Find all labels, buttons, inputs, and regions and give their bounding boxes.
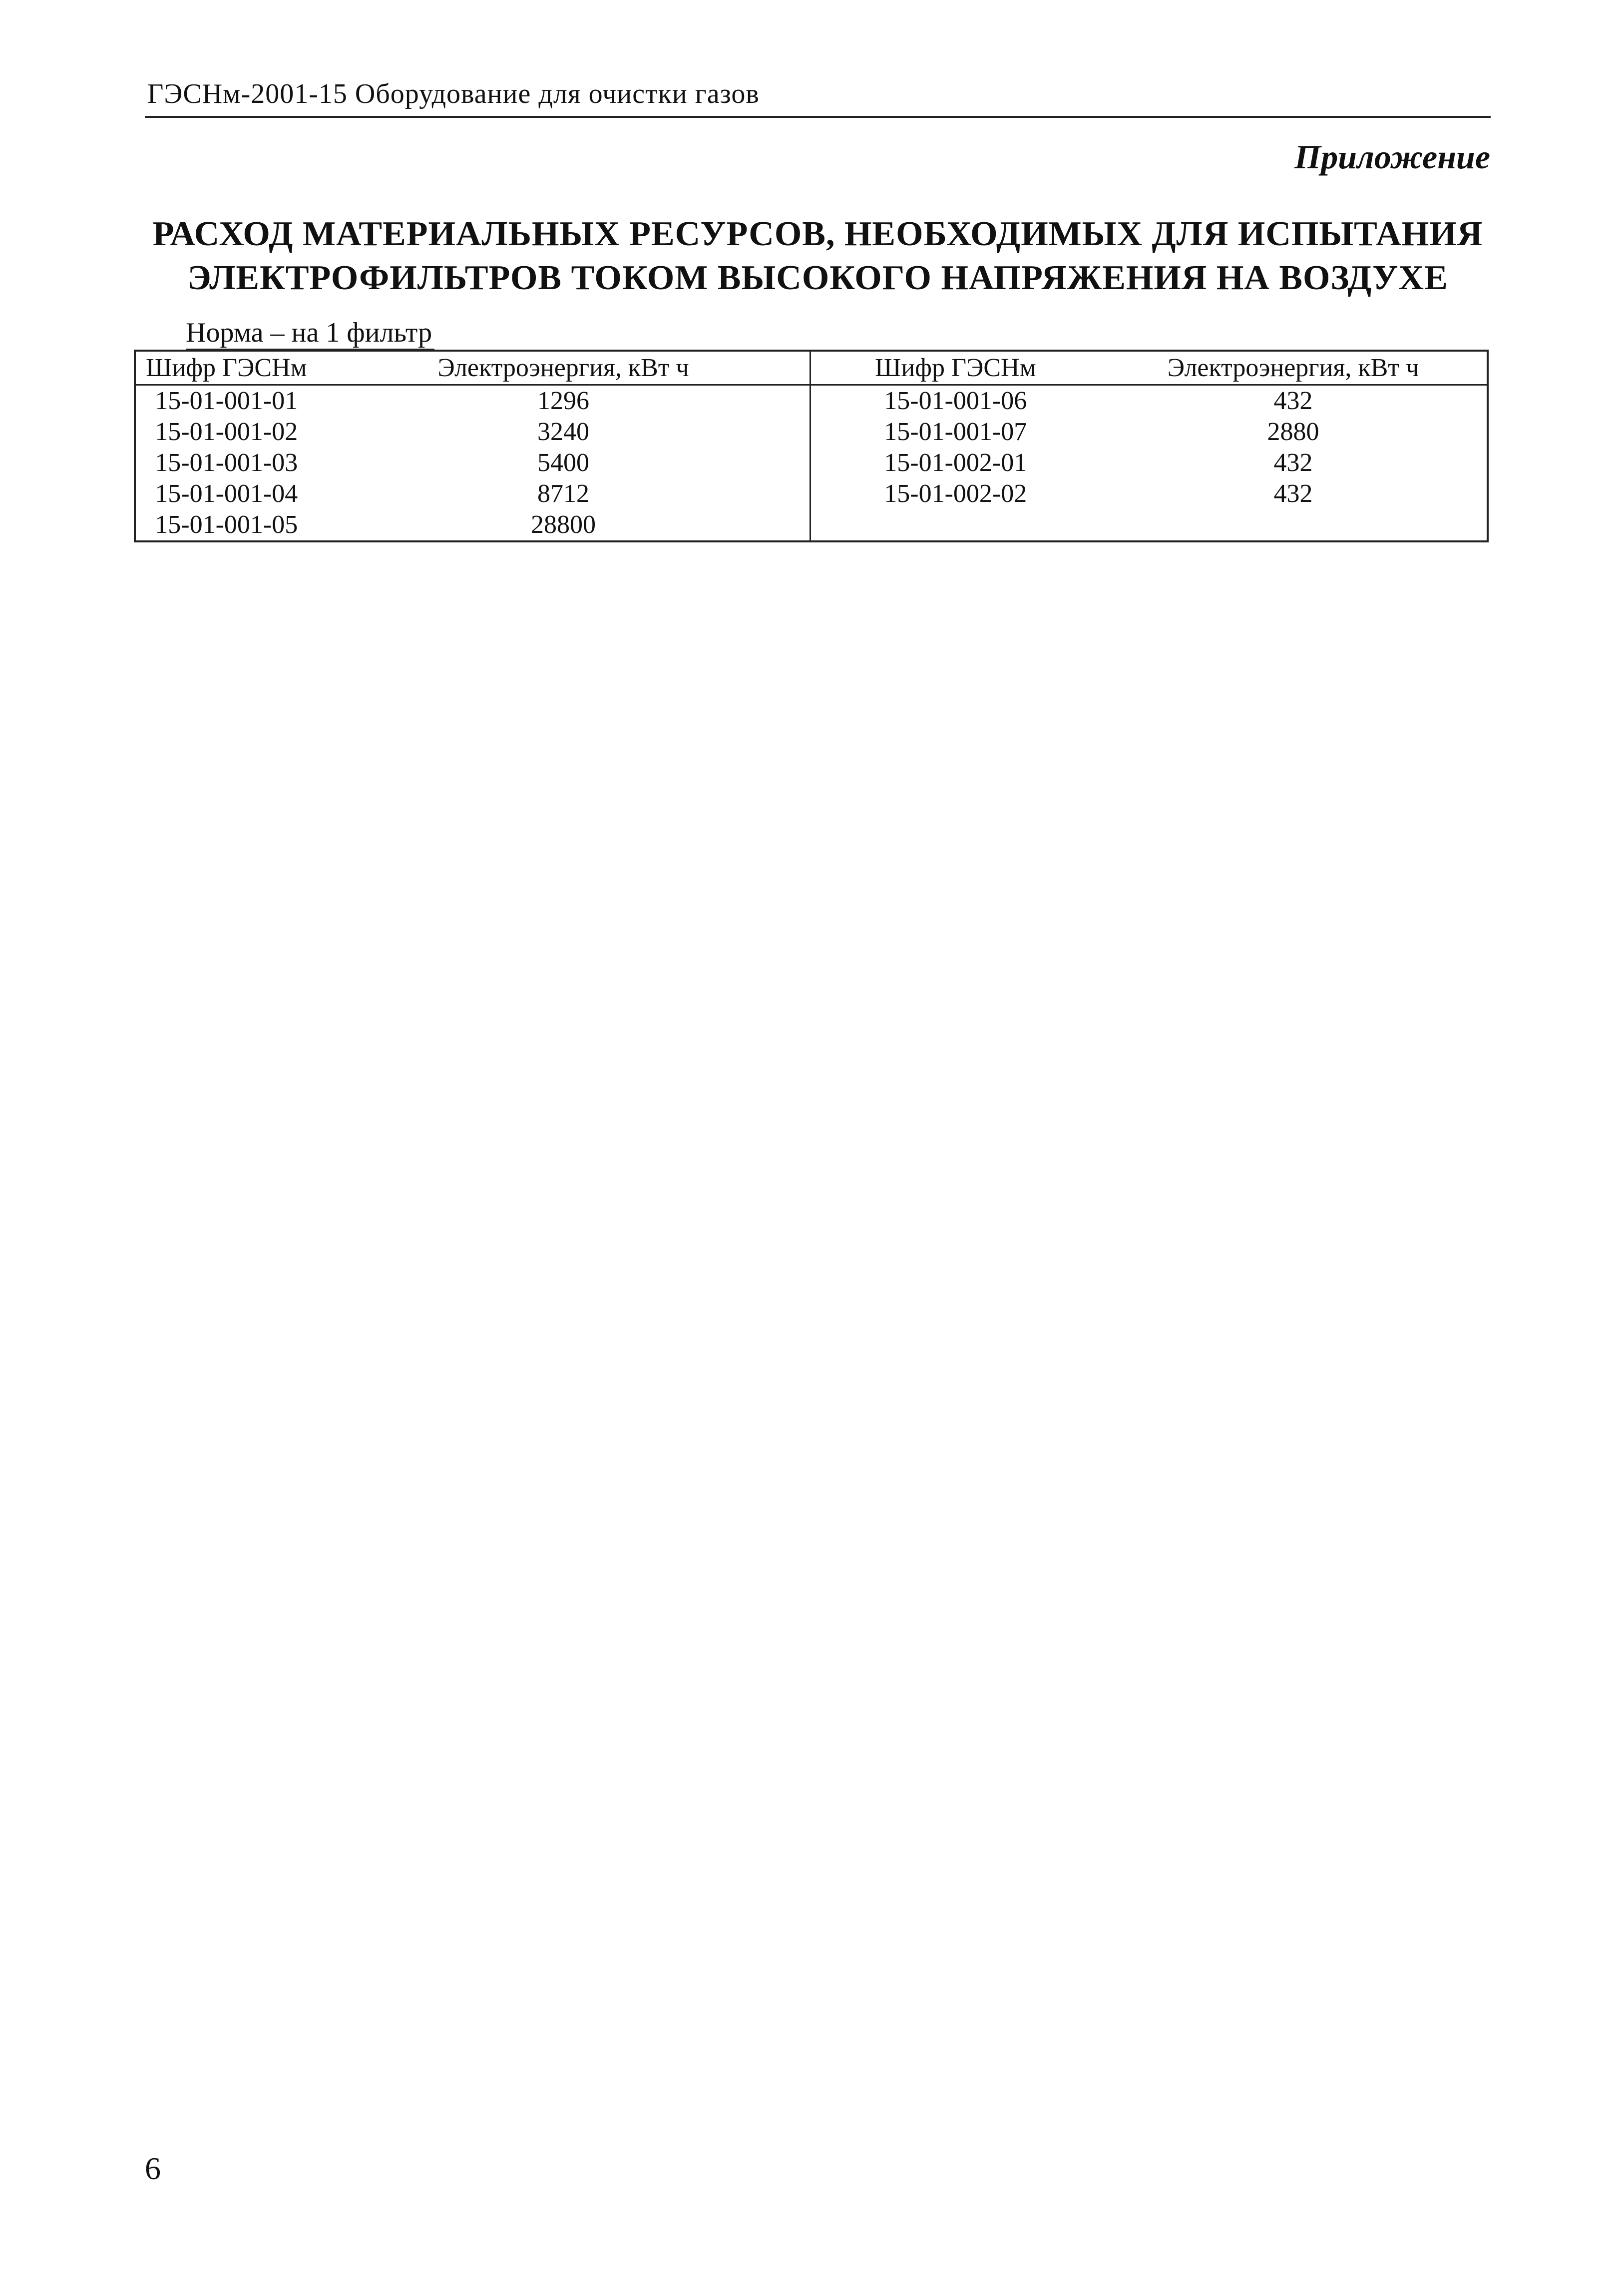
right-value-cell: 432 — [1273, 448, 1313, 477]
right-code-cell: 15-01-001-07 — [884, 418, 1027, 446]
header-right-value: Электроэнергия, кВт ч — [1100, 351, 1488, 385]
table-row — [135, 385, 1488, 417]
right-code-cell: 15-01-002-02 — [884, 479, 1027, 508]
left-code-cell: 15-01-001-05 — [155, 510, 298, 539]
table-header-row — [135, 351, 1488, 385]
right-code-cell — [810, 509, 1100, 541]
norm-note: Норма – на 1 фильтр — [186, 317, 432, 348]
right-code-cell: 15-01-001-06 — [884, 387, 1027, 415]
right-value-cell: 432 — [1273, 479, 1313, 508]
right-value-cell: 2880 — [1267, 418, 1319, 446]
appendix-label: Приложение — [1294, 138, 1490, 176]
table-row — [135, 417, 1488, 448]
left-value-cell: 28800 — [317, 509, 810, 541]
table-row — [135, 478, 1488, 509]
left-value-cell: 5400 — [317, 448, 810, 478]
header-right-code: Шифр ГЭСНм — [810, 351, 1100, 385]
left-code-cell: 15-01-001-02 — [155, 418, 298, 446]
running-header: ГЭСНм-2001-15 Оборудование для очистки газов — [147, 78, 760, 109]
table-row — [135, 509, 1488, 541]
left-value-cell: 1296 — [317, 385, 810, 417]
left-code-cell: 15-01-001-03 — [155, 448, 298, 477]
left-code-cell: 15-01-001-04 — [155, 479, 298, 508]
document-title-line-2: ЭЛЕКТРОФИЛЬТРОВ ТОКОМ ВЫСОКОГО НАПРЯЖЕНИЯ НА ВОЗДУХЕ — [187, 259, 1448, 297]
right-value-cell — [1100, 509, 1488, 541]
right-code-cell: 15-01-002-01 — [884, 448, 1027, 477]
materials-table — [134, 350, 1489, 542]
header-left-value: Электроэнергия, кВт ч — [317, 351, 810, 385]
left-value-cell: 3240 — [317, 417, 810, 448]
page-number: 6 — [145, 2151, 161, 2186]
right-value-cell: 432 — [1273, 387, 1313, 415]
left-value-cell: 8712 — [317, 478, 810, 509]
left-code-cell: 15-01-001-01 — [155, 387, 298, 415]
header-rule — [145, 116, 1491, 118]
document-title — [145, 212, 1491, 300]
table-row — [135, 448, 1488, 478]
document-title-line-1: РАСХОД МАТЕРИАЛЬНЫХ РЕСУРСОВ, НЕОБХОДИМЫХ ДЛЯ ИСПЫТАНИЯ — [152, 215, 1483, 253]
header-left-code: Шифр ГЭСНм — [135, 351, 317, 385]
